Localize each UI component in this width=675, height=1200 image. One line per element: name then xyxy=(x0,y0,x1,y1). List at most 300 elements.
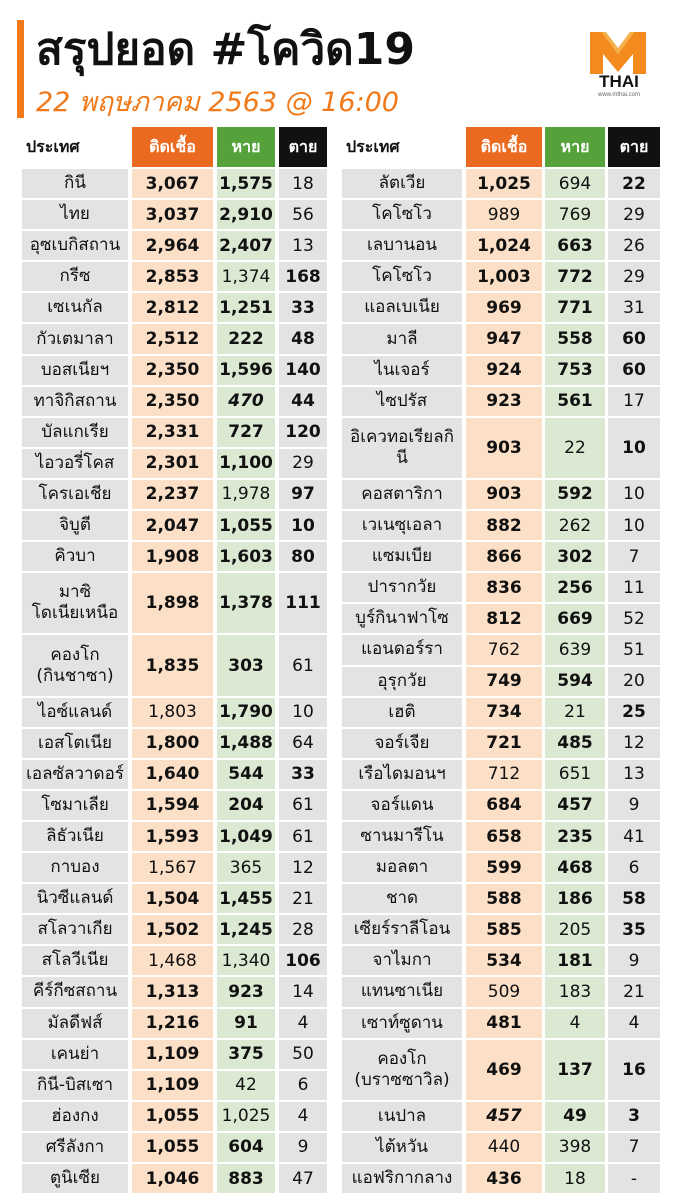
infected-value: 3,037 xyxy=(145,204,200,225)
deaths-value: 61 xyxy=(292,795,314,816)
recovered-cell xyxy=(217,977,275,1006)
infected-value: 509 xyxy=(487,981,521,1002)
deaths-cell xyxy=(279,1009,327,1038)
infected-cell xyxy=(132,1102,213,1131)
deaths-value: 140 xyxy=(285,360,321,381)
infected-value: 1,046 xyxy=(145,1168,200,1189)
deaths-cell xyxy=(608,1040,660,1100)
deaths-value: 10 xyxy=(291,515,315,536)
deaths-cell xyxy=(608,822,660,851)
country-cell xyxy=(22,729,128,758)
deaths-cell xyxy=(608,231,660,260)
deaths-cell xyxy=(279,760,327,789)
recovered-cell xyxy=(545,884,605,913)
recovered-value: 470 xyxy=(228,391,264,412)
infected-cell xyxy=(466,511,542,540)
recovered-value: 558 xyxy=(557,329,593,350)
infected-cell xyxy=(466,822,542,851)
country-cell xyxy=(22,1071,128,1100)
infected-cell xyxy=(132,729,213,758)
recovered-cell xyxy=(217,1040,275,1069)
deaths-cell xyxy=(279,1133,327,1162)
country-name: ลิธัวเนีย xyxy=(46,826,104,847)
recovered-cell xyxy=(545,1164,605,1193)
recovered-value: 769 xyxy=(558,204,592,225)
country-cell xyxy=(342,635,462,664)
recovered-cell xyxy=(217,387,275,416)
deaths-value: 9 xyxy=(628,950,640,971)
deaths-value: 33 xyxy=(291,764,315,785)
deaths-cell xyxy=(279,977,327,1006)
infected-value: 1,216 xyxy=(145,1013,200,1034)
infected-value: 749 xyxy=(486,671,522,692)
recovered-value: 1,245 xyxy=(219,919,273,940)
header-infected: ติดเชื้อ xyxy=(466,127,542,167)
infected-value: 1,109 xyxy=(145,1075,200,1096)
deaths-value: 13 xyxy=(292,235,314,256)
recovered-value: 1,378 xyxy=(219,593,273,614)
recovered-cell xyxy=(217,324,275,353)
recovered-value: 1,575 xyxy=(219,173,273,194)
infected-cell xyxy=(466,760,542,789)
country-cell xyxy=(342,946,462,975)
deaths-cell xyxy=(608,356,660,385)
recovered-value: 457 xyxy=(557,795,593,816)
recovered-cell xyxy=(545,573,605,602)
infected-value: 469 xyxy=(486,1059,522,1080)
country-cell xyxy=(22,542,128,571)
infected-cell xyxy=(132,698,213,727)
infected-cell xyxy=(466,884,542,913)
infected-value: 1,593 xyxy=(145,826,200,847)
country-cell xyxy=(342,791,462,820)
deaths-value: 60 xyxy=(622,329,646,350)
infected-cell xyxy=(466,1040,542,1100)
country-name: แอฟริกากลาง xyxy=(351,1168,453,1189)
infected-value: 1,055 xyxy=(145,1137,200,1158)
report-date: 22 พฤษภาคม 2563 @ 16:00 xyxy=(36,87,399,118)
country-name: โครเอเชีย xyxy=(38,483,112,504)
recovered-value: 1,025 xyxy=(221,1106,271,1127)
infected-cell xyxy=(466,573,542,602)
m-logo-icon xyxy=(586,30,650,74)
country-name: กัวเตมาลา xyxy=(36,328,114,349)
country-name: ฮ่องกง xyxy=(51,1105,99,1126)
recovered-value: 375 xyxy=(228,1044,264,1065)
infected-value: 1,313 xyxy=(145,981,200,1002)
deaths-cell xyxy=(279,542,327,571)
infected-value: 2,350 xyxy=(145,391,200,412)
recovered-value: 2,910 xyxy=(219,204,273,225)
deaths-value: 44 xyxy=(291,391,315,412)
deaths-value: 41 xyxy=(623,826,645,847)
recovered-value: 262 xyxy=(558,515,592,536)
country-cell xyxy=(22,977,128,1006)
deaths-value: 10 xyxy=(623,515,645,536)
country-cell xyxy=(22,573,128,633)
deaths-cell xyxy=(608,511,660,540)
infected-value: 1,835 xyxy=(145,655,200,676)
deaths-cell xyxy=(279,293,327,322)
deaths-cell xyxy=(279,635,327,695)
deaths-value: 16 xyxy=(622,1059,646,1080)
deaths-value: 120 xyxy=(285,422,321,443)
country-cell xyxy=(342,573,462,602)
deaths-cell xyxy=(608,1009,660,1038)
deaths-value: 9 xyxy=(297,1137,309,1158)
infected-value: 1,502 xyxy=(145,919,200,940)
country-name: ไซปรัส xyxy=(376,390,428,411)
deaths-value: 10 xyxy=(623,484,645,505)
recovered-cell xyxy=(217,915,275,944)
country-name: แทนซาเนีย xyxy=(360,981,444,1002)
recovered-value: 1,596 xyxy=(219,360,273,381)
recovered-cell xyxy=(217,635,275,695)
country-cell xyxy=(22,698,128,727)
infected-value: 1,025 xyxy=(477,173,531,194)
recovered-value: 222 xyxy=(228,329,264,350)
infected-value: 903 xyxy=(486,437,522,458)
infected-cell xyxy=(132,573,213,633)
recovered-cell xyxy=(545,977,605,1006)
recovered-cell xyxy=(217,169,275,198)
infected-cell xyxy=(466,604,542,633)
country-cell xyxy=(342,698,462,727)
country-name: โซมาเลีย xyxy=(41,794,109,815)
infected-cell xyxy=(466,791,542,820)
deaths-value: 20 xyxy=(623,671,645,692)
country-name: คีร์กีซสถาน xyxy=(32,981,118,1002)
recovered-cell xyxy=(545,511,605,540)
deaths-value: 33 xyxy=(291,297,315,318)
deaths-value: 50 xyxy=(292,1044,314,1065)
country-cell xyxy=(342,480,462,509)
recovered-value: 561 xyxy=(557,391,593,412)
country-name: กินี xyxy=(64,173,86,194)
infected-cell xyxy=(466,542,542,571)
country-name: ไอซ์แลนด์ xyxy=(37,701,113,722)
infected-cell xyxy=(132,511,213,540)
infected-value: 882 xyxy=(486,515,522,536)
deaths-value: 28 xyxy=(292,919,314,940)
infected-cell xyxy=(132,853,213,882)
deaths-value: 10 xyxy=(622,437,646,458)
recovered-cell xyxy=(217,200,275,229)
country-cell xyxy=(22,418,128,447)
recovered-cell xyxy=(217,791,275,820)
recovered-value: 22 xyxy=(564,437,586,458)
country-name: จอร์แดน xyxy=(370,794,434,815)
country-name: มอลตา xyxy=(375,857,429,878)
deaths-value: 52 xyxy=(623,608,645,629)
recovered-cell xyxy=(217,760,275,789)
deaths-value: 7 xyxy=(628,1137,640,1158)
infected-value: 1,898 xyxy=(145,593,200,614)
country-cell xyxy=(22,169,128,198)
country-cell xyxy=(22,1164,128,1193)
deaths-cell xyxy=(279,884,327,913)
deaths-cell xyxy=(608,1164,660,1193)
deaths-value: 47 xyxy=(292,1168,314,1189)
recovered-cell xyxy=(545,480,605,509)
recovered-value: 1,790 xyxy=(219,702,273,723)
infected-cell xyxy=(132,977,213,1006)
recovered-value: 669 xyxy=(557,608,593,629)
deaths-cell xyxy=(279,418,327,447)
country-cell xyxy=(22,293,128,322)
infected-value: 440 xyxy=(487,1137,521,1158)
country-cell xyxy=(22,262,128,291)
deaths-cell xyxy=(608,604,660,633)
recovered-cell xyxy=(217,946,275,975)
recovered-cell xyxy=(545,822,605,851)
recovered-cell xyxy=(545,200,605,229)
infected-value: 734 xyxy=(486,702,522,723)
country-name: จอร์เจีย xyxy=(374,732,430,753)
deaths-cell xyxy=(608,760,660,789)
infected-cell xyxy=(132,1040,213,1069)
deaths-cell xyxy=(279,822,327,851)
country-cell xyxy=(342,418,462,478)
deaths-value: 4 xyxy=(297,1013,309,1034)
infected-cell xyxy=(466,1102,542,1131)
country-name: จาไมกา xyxy=(372,950,432,971)
infected-value: 2,350 xyxy=(145,360,200,381)
deaths-cell xyxy=(608,698,660,727)
country-cell xyxy=(22,822,128,851)
deaths-value: 6 xyxy=(628,857,640,878)
infected-cell xyxy=(132,169,213,198)
recovered-value: 639 xyxy=(558,639,592,660)
deaths-value: 13 xyxy=(623,764,645,785)
infected-cell xyxy=(466,1133,542,1162)
country-cell xyxy=(22,480,128,509)
deaths-value: 10 xyxy=(292,702,314,723)
recovered-cell xyxy=(545,231,605,260)
infected-value: 457 xyxy=(486,1106,522,1127)
infected-cell xyxy=(466,635,542,664)
recovered-value: 727 xyxy=(228,422,264,443)
infected-cell xyxy=(466,387,542,416)
infected-cell xyxy=(466,293,542,322)
country-name: มาซิ โดเนียเหนือ xyxy=(31,582,119,624)
country-name: กาบอง xyxy=(50,857,100,878)
country-name: นิวซีแลนด์ xyxy=(36,888,114,909)
deaths-cell xyxy=(608,853,660,882)
recovered-cell xyxy=(545,853,605,882)
recovered-value: 883 xyxy=(228,1168,264,1189)
country-name: จิบูตี xyxy=(59,515,91,536)
header-country: ประเทศ xyxy=(26,137,80,156)
recovered-value: 42 xyxy=(235,1075,257,1096)
deaths-value: 168 xyxy=(285,266,321,287)
infected-cell xyxy=(132,1009,213,1038)
deaths-value: 22 xyxy=(622,173,646,194)
infected-cell xyxy=(466,324,542,353)
recovered-value: 468 xyxy=(557,857,593,878)
deaths-value: 3 xyxy=(628,1106,640,1127)
recovered-cell xyxy=(217,1164,275,1193)
deaths-cell xyxy=(608,293,660,322)
country-cell xyxy=(22,511,128,540)
deaths-value: 9 xyxy=(628,795,640,816)
header-deaths: ตาย xyxy=(279,127,327,167)
infected-value: 989 xyxy=(487,204,521,225)
logo-text: THAI xyxy=(599,72,639,91)
recovered-cell xyxy=(545,946,605,975)
country-cell xyxy=(22,946,128,975)
infected-cell xyxy=(466,977,542,1006)
deaths-value: 106 xyxy=(285,950,321,971)
country-name: เนปาล xyxy=(377,1105,427,1126)
recovered-value: 18 xyxy=(564,1168,586,1189)
country-name: โคโซโว xyxy=(372,266,432,287)
country-cell xyxy=(342,231,462,260)
deaths-cell xyxy=(608,729,660,758)
country-name: โคโซโว xyxy=(372,204,432,225)
country-cell xyxy=(342,387,462,416)
infected-cell xyxy=(466,480,542,509)
infected-cell xyxy=(132,1133,213,1162)
deaths-value: 31 xyxy=(623,297,645,318)
infected-cell xyxy=(132,293,213,322)
infected-value: 1,504 xyxy=(145,888,200,909)
infected-cell xyxy=(132,387,213,416)
recovered-value: 302 xyxy=(557,546,593,567)
deaths-value: 61 xyxy=(292,655,314,676)
recovered-value: 771 xyxy=(557,297,593,318)
recovered-value: 1,978 xyxy=(221,484,271,505)
infected-value: 1,468 xyxy=(148,950,197,971)
deaths-cell xyxy=(279,169,327,198)
recovered-value: 256 xyxy=(557,577,593,598)
country-cell xyxy=(22,853,128,882)
deaths-value: 11 xyxy=(623,577,645,598)
recovered-cell xyxy=(217,480,275,509)
infected-value: 836 xyxy=(486,577,522,598)
deaths-value: 17 xyxy=(623,391,645,412)
infected-cell xyxy=(132,480,213,509)
recovered-cell xyxy=(545,760,605,789)
recovered-cell xyxy=(217,1102,275,1131)
recovered-value: 1,049 xyxy=(219,826,273,847)
infected-value: 1,003 xyxy=(477,266,531,287)
recovered-value: 183 xyxy=(558,981,592,1002)
recovered-cell xyxy=(545,324,605,353)
deaths-value: 21 xyxy=(292,888,314,909)
recovered-value: 1,603 xyxy=(219,546,273,567)
country-name: สโลวาเกีย xyxy=(37,919,113,940)
deaths-value: 21 xyxy=(623,981,645,1002)
infected-value: 1,800 xyxy=(145,733,200,754)
header-recovered: หาย xyxy=(217,127,275,167)
infected-value: 969 xyxy=(486,297,522,318)
deaths-cell xyxy=(279,262,327,291)
country-name: ไทย xyxy=(60,204,90,225)
country-cell xyxy=(342,356,462,385)
deaths-cell xyxy=(608,1133,660,1162)
recovered-value: 663 xyxy=(557,235,593,256)
deaths-cell xyxy=(279,231,327,260)
country-name: กินี-บิสเซา xyxy=(36,1074,114,1095)
deaths-cell xyxy=(279,1071,327,1100)
recovered-value: 49 xyxy=(563,1106,587,1127)
deaths-cell xyxy=(608,946,660,975)
recovered-value: 181 xyxy=(557,950,593,971)
deaths-cell xyxy=(608,200,660,229)
infected-cell xyxy=(466,231,542,260)
mthai-logo xyxy=(586,30,650,102)
recovered-cell xyxy=(217,729,275,758)
recovered-value: 753 xyxy=(557,360,593,381)
country-name: อุรุกวัย xyxy=(377,670,427,691)
infected-value: 1,024 xyxy=(477,235,531,256)
deaths-cell xyxy=(279,1164,327,1193)
country-name: เรือไดมอนฯ xyxy=(358,763,446,784)
recovered-value: 544 xyxy=(228,764,264,785)
recovered-value: 1,100 xyxy=(219,453,273,474)
recovered-value: 303 xyxy=(228,655,264,676)
recovered-value: 235 xyxy=(557,826,593,847)
country-name: เลบานอน xyxy=(366,235,438,256)
recovered-value: 1,251 xyxy=(219,297,273,318)
infected-value: 2,812 xyxy=(145,297,200,318)
recovered-value: 772 xyxy=(557,266,593,287)
deaths-value: 26 xyxy=(623,235,645,256)
recovered-cell xyxy=(217,853,275,882)
country-cell xyxy=(22,231,128,260)
country-cell xyxy=(342,853,462,882)
header-deaths: ตาย xyxy=(608,127,660,167)
infected-value: 762 xyxy=(487,639,521,660)
recovered-value: 594 xyxy=(557,671,593,692)
infected-cell xyxy=(466,1164,542,1193)
recovered-value: 485 xyxy=(557,733,593,754)
deaths-cell xyxy=(279,356,327,385)
country-cell xyxy=(342,169,462,198)
recovered-value: 398 xyxy=(558,1137,592,1158)
infected-value: 866 xyxy=(486,546,522,567)
infected-value: 481 xyxy=(486,1013,522,1034)
infected-cell xyxy=(466,418,542,478)
recovered-cell xyxy=(545,169,605,198)
deaths-value: 12 xyxy=(623,733,645,754)
recovered-cell xyxy=(545,729,605,758)
country-name: อิเควทอเรียลกิ นี xyxy=(350,426,454,468)
infected-value: 2,512 xyxy=(145,329,200,350)
infected-value: 436 xyxy=(486,1168,522,1189)
deaths-value: 35 xyxy=(622,919,646,940)
header-infected: ติดเชื้อ xyxy=(132,127,213,167)
deaths-cell xyxy=(608,262,660,291)
infected-value: 599 xyxy=(486,857,522,878)
infected-value: 588 xyxy=(486,888,522,909)
deaths-cell xyxy=(608,324,660,353)
deaths-cell xyxy=(608,977,660,1006)
recovered-cell xyxy=(217,262,275,291)
header-recovered: หาย xyxy=(545,127,605,167)
deaths-value: 80 xyxy=(291,546,315,567)
country-name: บอสเนียฯ xyxy=(40,359,110,380)
deaths-cell xyxy=(279,324,327,353)
recovered-cell xyxy=(545,262,605,291)
deaths-cell xyxy=(279,1102,327,1131)
deaths-value: - xyxy=(630,1168,638,1189)
deaths-value: 64 xyxy=(292,733,314,754)
infected-value: 812 xyxy=(486,608,522,629)
country-name: ตูนิเซีย xyxy=(50,1168,100,1189)
infected-value: 658 xyxy=(486,826,522,847)
